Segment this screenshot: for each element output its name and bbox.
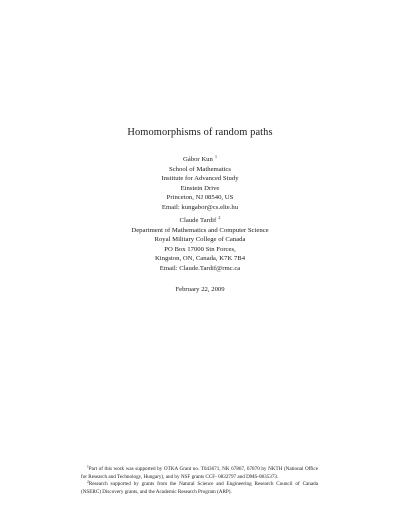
author-block-2 [0, 216, 400, 274]
affiliation-line: Einstein Drive [180, 184, 220, 192]
author-name: Claude Tardif [179, 217, 217, 224]
author-name-line [0, 216, 400, 226]
author-email: Email: kungabor@cs.elte.hu [161, 203, 239, 211]
author-name-line [0, 155, 400, 165]
paper-title: Homomorphisms of random paths [127, 127, 273, 138]
footnote-text: Part of this work was supported by OTKA Grant no. T043671, NK 67867, 67870 by NKTH (National Office for Research and Technology, Hungary), and by NSF grants CCF- 0832797 and DMS-0835373. [81, 466, 318, 480]
author-name: Gábor Kun [182, 156, 213, 163]
footnotes [81, 466, 318, 496]
author-block-1 [0, 155, 400, 213]
footnote-marker: 1 [214, 154, 218, 159]
affiliation-line: Royal Military College of Canada [154, 236, 246, 244]
paper-date: February 22, 2009 [175, 286, 225, 293]
affiliation-line: Institute for Advanced Study [161, 175, 239, 183]
affiliation-line: Department of Mathematics and Computer Science [131, 226, 269, 234]
affiliation-line: Princeton, NJ 08540, US [166, 194, 234, 202]
footnote-marker: 2 [218, 215, 221, 220]
affiliation-line: School of Mathematics [168, 165, 232, 173]
footnote-mark: 2 [87, 480, 89, 485]
footnote-2 [81, 481, 318, 496]
affiliation-line: PO Box 17000 Stn Forces, [164, 245, 236, 253]
footnote-1 [81, 466, 318, 481]
affiliation-line: Kingston, ON, Canada, K7K 7B4 [154, 255, 246, 263]
author-email: Email: Claude.Tardif@rmc.ca [159, 264, 241, 272]
footnote-mark: 1 [87, 465, 89, 469]
footnote-text: Research supported by grants from the Natural Science and Engineering Research Council of Canada (NSERC) Discovery grants, and the Academic Research Program (ARP). [81, 481, 318, 495]
